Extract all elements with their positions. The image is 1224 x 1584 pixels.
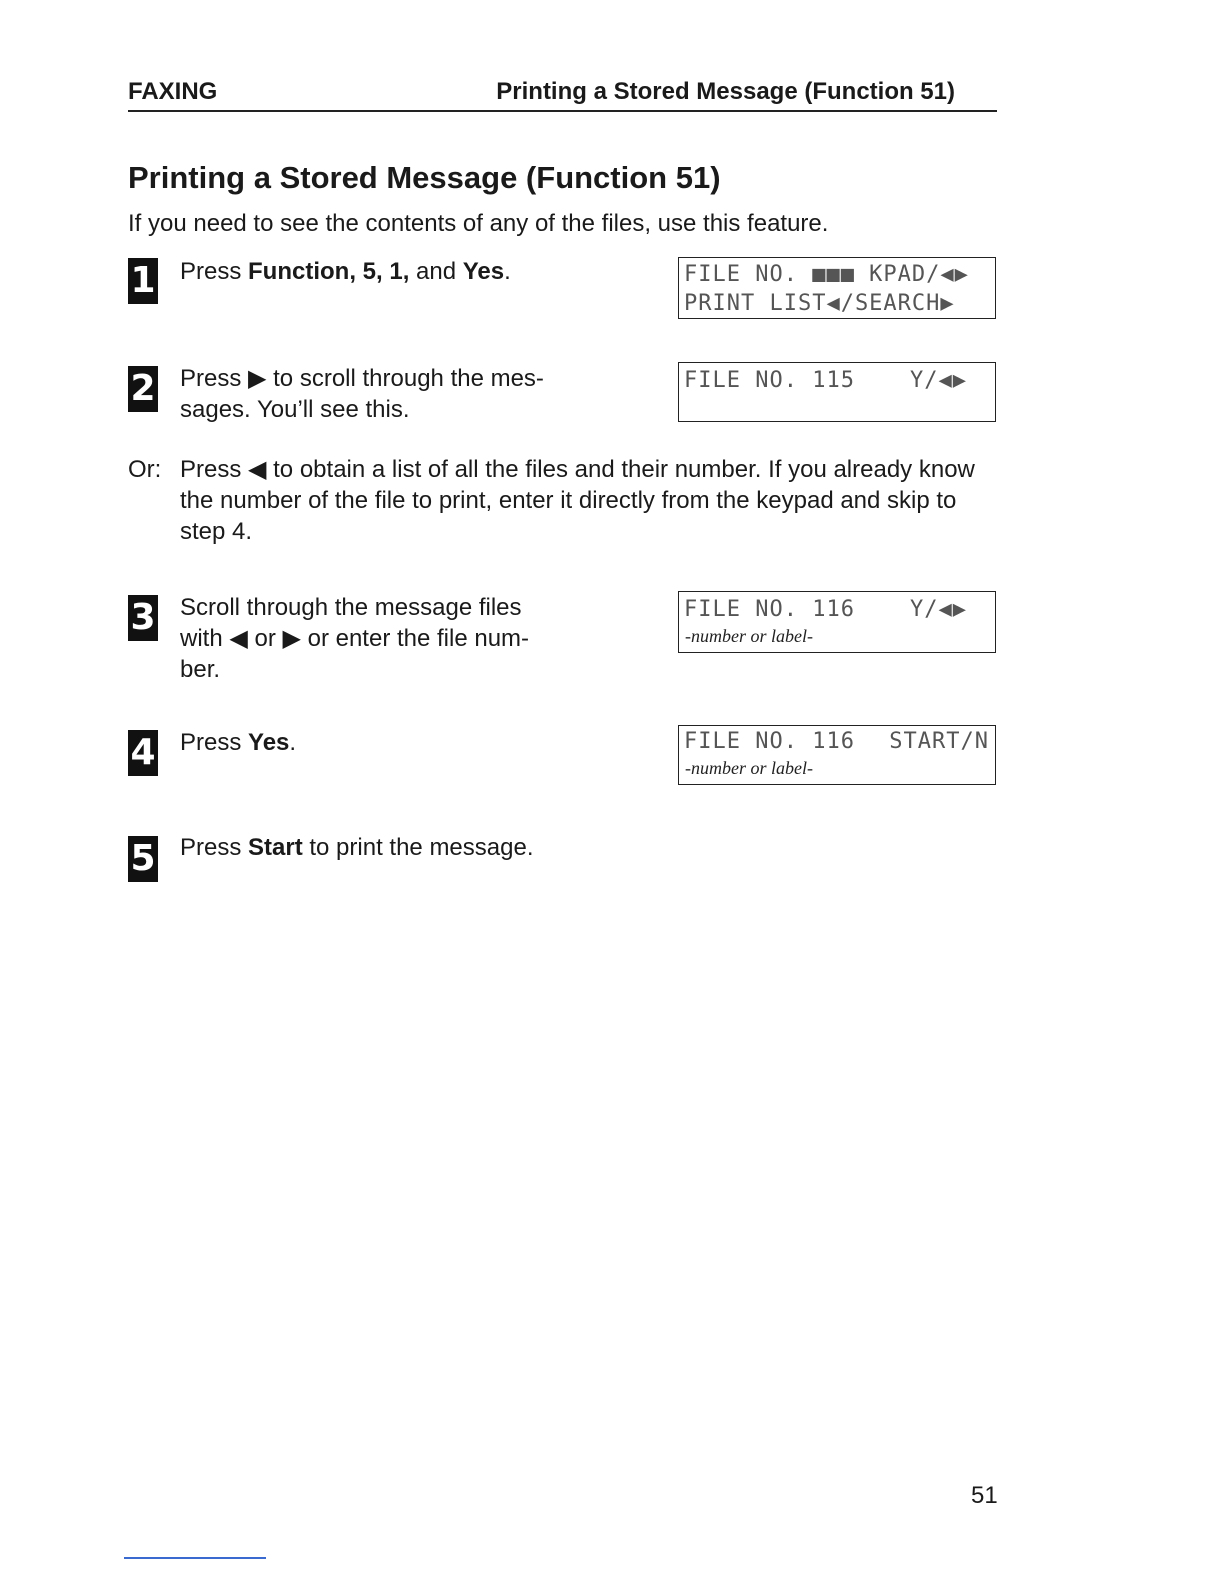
lcd-2-line-1: FILE NO. 115 Y/◀▶ xyxy=(684,368,967,393)
step-4-text: Press Yes. xyxy=(180,729,297,756)
lcd-display-3 xyxy=(678,591,996,653)
step-4-number: 4 xyxy=(128,730,158,776)
page-title: Printing a Stored Message (Function 51) xyxy=(128,160,721,195)
lcd-display-2 xyxy=(678,362,996,422)
header-section: FAXING xyxy=(128,78,218,105)
step-5-text: Press Start to print the message. xyxy=(180,834,534,861)
step-3-number: 3 xyxy=(128,595,158,641)
lcd-1-line-1: FILE NO. ■■■ KPAD/◀▶ xyxy=(684,262,969,287)
step-2-number: 2 xyxy=(128,366,158,412)
header-title: Printing a Stored Message (Function 51) xyxy=(496,78,955,105)
step-1-text: Press Function, 5, 1, and Yes. xyxy=(180,258,511,285)
footer-rule xyxy=(124,1557,266,1559)
page-number: 51 xyxy=(971,1482,998,1509)
lcd-1-line-2: PRINT LIST◀/SEARCH▶ xyxy=(684,291,955,316)
lcd-3-line-1: FILE NO. 116 Y/◀▶ xyxy=(684,597,967,622)
lcd-4-sub: -number or label- xyxy=(685,758,813,778)
step-1-number: 1 xyxy=(128,258,158,304)
lcd-display-4 xyxy=(678,725,996,785)
intro-text: If you need to see the contents of any of the files, use this feature. xyxy=(128,210,829,237)
running-header xyxy=(128,78,997,112)
step-3-text: Scroll through the message files with ◀ or ▶ or enter the file num- ber. xyxy=(180,594,530,683)
step-2-text: Press ▶ to scroll through the mes- sages. You’ll see this. xyxy=(180,365,544,423)
lcd-4-line-1: FILE NO. 116 START/N xyxy=(684,729,989,754)
or-label: Or: xyxy=(128,456,162,483)
lcd-display-1 xyxy=(678,257,996,319)
step-5-number: 5 xyxy=(128,836,158,882)
or-text: Press ◀ to obtain a list of all the files and their number. If you already know the number of the file to print, enter it directly from the keypad and skip to step 4. xyxy=(180,456,975,545)
lcd-3-sub: -number or label- xyxy=(685,626,813,646)
